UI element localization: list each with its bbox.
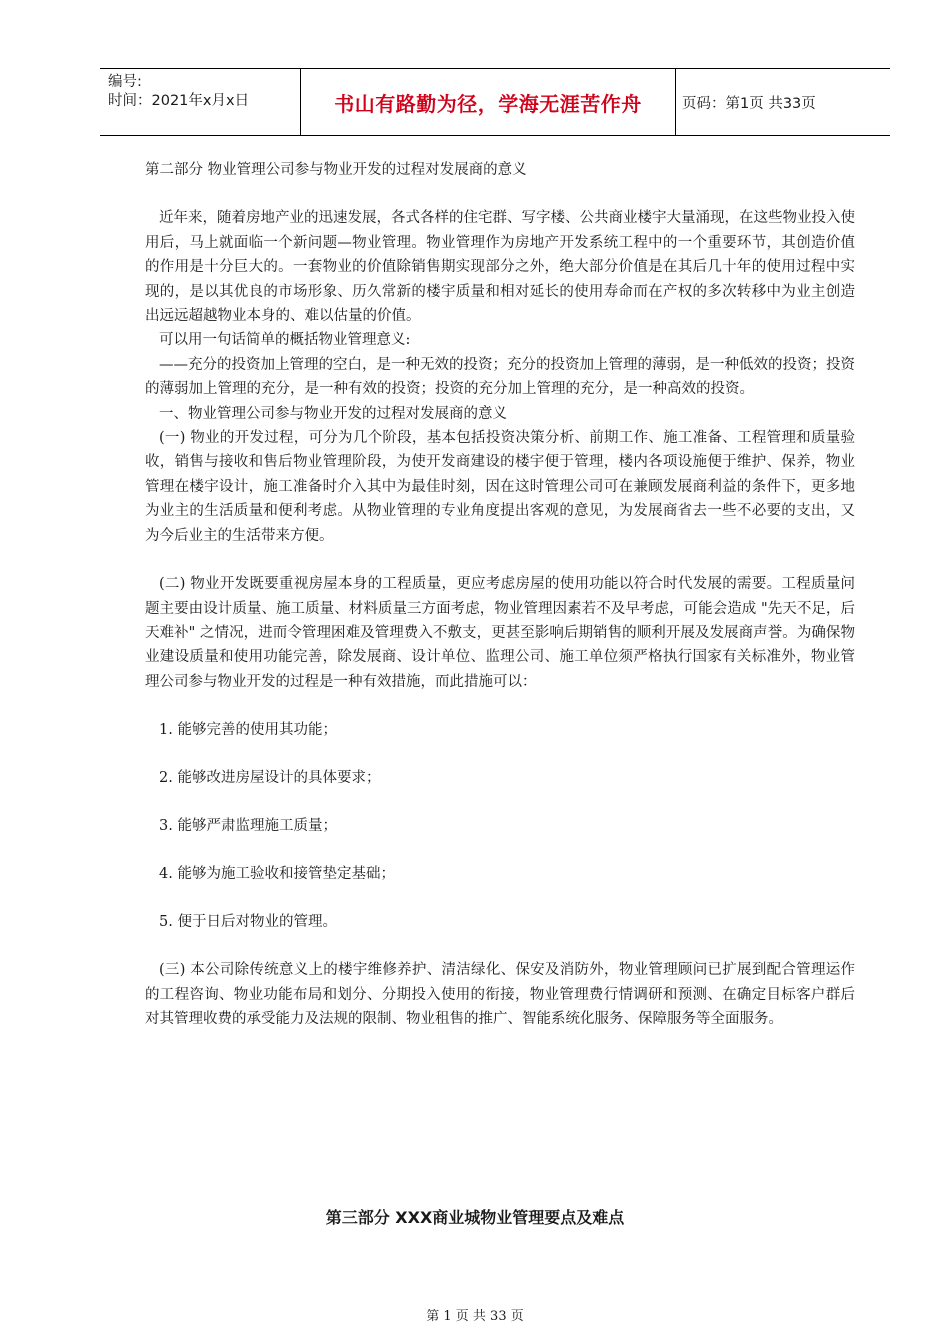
paragraph-point-two: (二) 物业开发既要重视房屋本身的工程质量，更应考虑房屋的使用功能以符合时代发展的需要。工程质量问题主要由设计质量、施工质量、材料质量三方面考虑，物业管理因素若不及早考虑，可能会造成 "先天不足，后天难补" 之情况，进而令管理困难及管理费入不敷支，更甚至影响后期销售的顺利开展及发展商声誉。为确保物业建设质量和使用功能完善，除发展商、设计单位、监理公司、施工单位须严格执行国家有关标准外，物业管理公司参与物业开发的过程是一种有效措施，而此措施可以： [145,576,855,690]
paragraph-intro: 近年来，随着房地产业的迅速发展，各式各样的住宅群、写字楼、公共商业楼宇大量涌现，在这些物业投入使用后，马上就面临一个新问题—物业管理。物业管理作为房地产开发系统工程中的一个重要环节，其创造价值的作用是十分巨大的。一套物业的价值除销售期实现部分之外，绝大部分价值是在其后几十年的使用过程中实现的，是以其优良的市场形象、历久常新的楼宇质量和相对延长的使用寿命而在产权的多次转移中为业主创造出远远超越物业本身的、难以估量的价值。 [145,210,855,325]
part-three-title: 第三部分 XXX商业城物业管理要点及难点 [325,1208,625,1227]
list-item: 1. 能够完善的使用其功能； [159,722,337,739]
list-item: 2. 能够改进房屋设计的具体要求； [159,770,381,787]
document-body [145,158,855,1031]
subheading-one: 一、物业管理公司参与物业开发的过程对发展商的意义 [159,405,507,422]
page-header [100,68,890,136]
number-label: 编号: [108,74,142,90]
time-label: 时间：2021年x月x日 [108,93,250,109]
paragraph-point-one: (一) 物业的开发过程，可分为几个阶段，基本包括投资决策分析、前期工作、施工准备、工程管理和质量验收，销售与接收和售后物业管理阶段，为使开发商建设的楼宇便于管理，楼内各项设施便于维护、保养，物业管理在楼宇设计，施工准备时介入其中为最佳时刻，因在这时管理公司可在兼顾发展商利益的条件下，更多地为业主的生活质量和便利考虑。从物业管理的专业角度提出客观的意见，为发展商省去一些不必要的支出，又为今后业主的生活带来方便。 [145,430,855,544]
header-motto: 书山有路勤为径，学海无涯苦作舟 [301,69,676,135]
paragraph-summary: ——充分的投资加上管理的空白，是一种无效的投资；充分的投资加上管理的薄弱，是一种低效的投资；投资的薄弱加上管理的充分，是一种有效的投资；投资的充分加上管理的充分，是一种高效的投资。 [145,356,855,398]
paragraph-point-three: (三) 本公司除传统意义上的楼宇维修养护、清洁绿化、保安及消防外，物业管理顾问已扩展到配合管理运作的工程咨询、物业功能布局和划分、分期投入使用的衔接，物业管理费行情调研和预测、在确定目标客户群后对其管理收费的承受能力及法规的限制、物业租售的推广、智能系统化服务、保障服务等全面服务。 [145,962,855,1027]
list-item: 5. 便于日后对物业的管理。 [159,914,337,931]
page-footer: 第 1 页 共 33 页 [426,1309,524,1324]
list-item: 4. 能够为施工验收和接管垫定基础； [159,866,395,883]
list-item: 3. 能够严肃监理施工质量； [159,818,337,835]
section-title: 第二部分 物业管理公司参与物业开发的过程对发展商的意义 [145,162,527,178]
header-page-info: 页码：第1页 共33页 [682,95,816,112]
paragraph-summary-lead: 可以用一句话简单的概括物业管理意义: [159,332,411,349]
header-meta [100,69,301,135]
